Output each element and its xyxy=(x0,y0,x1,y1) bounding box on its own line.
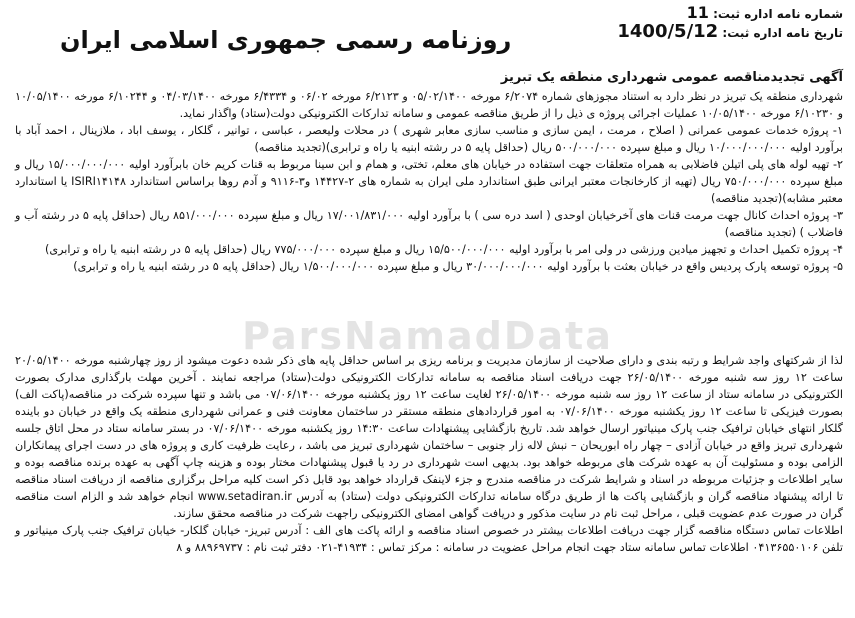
intro-paragraph: شهرداری منطقه یک تبریز در نظر دارد به استناد مجوزهای شماره ۶/۲۰۷۴ مورخه ۰۵/۰۲/۱۴۰۰ و ۶/۲۱۲۳ مورخه ۰۶/۰۲ و ۶/۴۳۳۴ مورخه ۰۴/۰۳/۱۴۰۰ و ۶/۱۰۲۴۴ مورخه ۱۰/۰۵/۱۴۰۰ و ۶/۱۰۲۳۰ مورخه ۱۰/۰۵/۱۴۰۰ عملیات اجرائی پروژه ی ذیل را از طریق مناقصه عمومی و سامانه تدارکات الکترونیکی دولت(ستاد) واگذار نماید. xyxy=(15,90,844,120)
registration-number-label: شماره نامه اداره ثبت: xyxy=(713,7,843,21)
tender-item-3: ۳- پروژه احداث کانال جهت مرمت قنات های آخرخیابان اوحدی ( اسد دره سی ) با برآورد اولیه ۱۷/۰۰۱/۸۳۱/۰۰۰ ریال و مبلغ سپرده ۸۵۱/۰۰۰/۰۰۰ ریال (حداقل پایه ۵ در رشته آب و فاضلاب ) (تجدید مناقصه) xyxy=(15,209,843,239)
gazette-title: روزنامه رسمی جمهوری اسلامی ایران xyxy=(60,26,512,54)
watermark: ParsNamadData xyxy=(242,314,613,358)
registration-meta xyxy=(617,4,843,42)
contact-paragraph: اطلاعات تماس دستگاه مناقصه گزار جهت دریافت اطلاعات بیشتر در خصوص اسناد مناقصه و ارائه پاکت های الف : آدرس تبریز- خیابان گلکار- خیابان ترافیک جنب پارک مینیاتور و تلفن ۰۴۱۳۶۵۵۰۱۰۶ اطلاعات تماس سامانه ستاد جهت انجام مراحل عضویت در سامانه : مرکز تماس : ۴۱۹۳۴-۰۲۱ دفتر ثبت نام : ۸۸۹۶۹۷۳۷ و ۸ xyxy=(15,524,843,554)
conditions-paragraph: لذا از شرکتهای واجد شرایط و رتبه بندی و دارای صلاحیت از سازمان مدیریت و برنامه ریزی بر اساس حداقل پایه های ذکر شده دعوت میشود از روز چهارشنبه مورخه ۲۰/۰۵/۱۴۰۰ ساعت ۱۲ روز سه شنبه مورخه ۲۶/۰۵/۱۴۰۰ جهت دریافت اسناد مناقصه به سامانه تدارکات الکترونیکی دولت(ستاد) مراجعه نمایند . آخرین مهلت بارگذاری مدارک بصورت الکترونیکی در سامانه ستاد از ساعت ۱۲ روز سه شنبه مورخه ۲۶/۰۵/۱۴۰۰ لغایت ساعت ۱۲ روز یکشنبه مورخه ۰۷/۰۶/۱۴۰۰ می باشد و تنها سپرده شرکت در مناقصه(پاکت الف) بصورت فیزیکی تا ساعت ۱۲ روز یکشنبه مورخه ۰۷/۰۶/۱۴۰۰ به امور قراردادهای منطقه مستقر در ساختمان معاونت فنی و عمرانی شهرداری منطقه یک واقع در خیابان دو باینده گلکار انتهای خیابان ترافیک جنب پارک مینیاتور ارسال خواهد شد. تاریخ بازگشایی پیشنهادات ساعت ۱۴:۳۰ روز یکشنبه مورخه ۰۷/۰۶/۱۴۰۰ در بستر سامانه ستاد در محل اتاق جلسه شهرداری تبریز واقع در خیابان آزادی – چهار راه ابوریحان – نبش لاله زار جنوبی – ساختمان شهرداری تبریز می باشد ، رعایت ظرفیت کاری و پروژه های در دست اجرای پیمانکاران الزامی بوده و مسئولیت آن به عهده شرکت های مربوطه خواهد بود. بدیهی است شهرداری در رد یا قبول پیشنهادات مختار بوده و هزینه چاپ آگهی به عهده برنده مناقصه بوده و سایر اطلاعات و جزئیات مربوطه در اسناد و شرایط شرکت در مناقصه مندرج و جزء لاینفک قرارداد خواهد بود قابل ذکر است کلیه مراحل برگزاری مناقصه از دریافت اسناد مناقصه تا ارائه پیشنهاد مناقصه گران و بازگشایی پاکت ها از طریق درگاه سامانه تدارکات الکترونیکی دولت (ستاد) به آدرس www.setadiran.ir انجام خواهد شد و الزام است مناقصه گران در صورت عدم عضویت قبلی ، مراحل ثبت نام در سایت مذکور و دریافت گواهی امضای الکترونیکی راجهت شرکت در مناقصه محقق سازند. xyxy=(15,354,844,520)
conditions-block xyxy=(15,352,843,556)
registration-date-row xyxy=(617,23,843,42)
registration-date-label: تاریخ نامه اداره ثبت: xyxy=(722,26,843,40)
registration-date-value: 1400/5/12 xyxy=(617,21,719,42)
tender-item-4: ۴- پروژه تکمیل احداث و تجهیز میادین ورزشی در ولی امر با برآورد اولیه ۱۵/۵۰۰/۰۰۰/۰۰۰ ریال و مبلغ سپرده ۷۷۵/۰۰۰/۰۰۰ ریال (حداقل پایه ۵ در رشته ابنیه یا راه و ترابری) xyxy=(44,243,843,256)
tender-item-2: ۲- تهیه لوله های پلی اتیلن فاضلابی به همراه متعلقات جهت استفاده در خیابان های معلم، تختی، و همام و ابن سینا مربوط به قنات کریم خان بابرآورد اولیه ۱۵/۰۰۰/۰۰۰/۰۰۰ ریال و مبلغ سپرده ۷۵۰/۰۰۰/۰۰۰ ریال (تهیه از کارخانجات معتبر ایرانی طبق استاندارد ملی ایران به شماره های ۲-۱۴۴۲۷ و۳-۹۱۱۶ و آدم روها براساس استاندارد ISIRI۱۴۱۴۸ یا استاندارد معتبر مشابه)(تجدید مناقصه) xyxy=(15,158,844,205)
tender-item-1: ۱- پروژه خدمات عمومی عمرانی ( اصلاح ، مرمت ، ایمن سازی و مناسب سازی معابر شهری ) در محلات ولیعصر ، عباسی ، توانیر ، گلکار ، یوسف اباد ، ملازینال ، احمد آباد با برآورد اولیه ۱۰/۰۰۰/۰۰۰/۰۰۰ ریال و مبلغ سپرده ۵۰۰/۰۰۰/۰۰۰ ریال (حداقل پایه ۵ در رشته ابنیه یا راه و ترابری)(تجدید مناقصه) xyxy=(15,124,843,154)
ad-title: آگهی تجدیدمناقصه عمومی شهرداری منطقه یک تبریز xyxy=(500,70,843,85)
tender-items-block xyxy=(15,88,843,275)
tender-item-5: ۵- پروژه توسعه پارک پردیس واقع در خیابان بعثت با برآورد اولیه ۳۰/۰۰۰/۰۰۰/۰۰۰ ریال و مبلغ سپرده ۱/۵۰۰/۰۰۰/۰۰۰ ریال (حداقل پایه ۵ در رشته ابنیه یا راه و ترابری) xyxy=(73,260,843,273)
registration-number-value: 11 xyxy=(686,3,709,22)
